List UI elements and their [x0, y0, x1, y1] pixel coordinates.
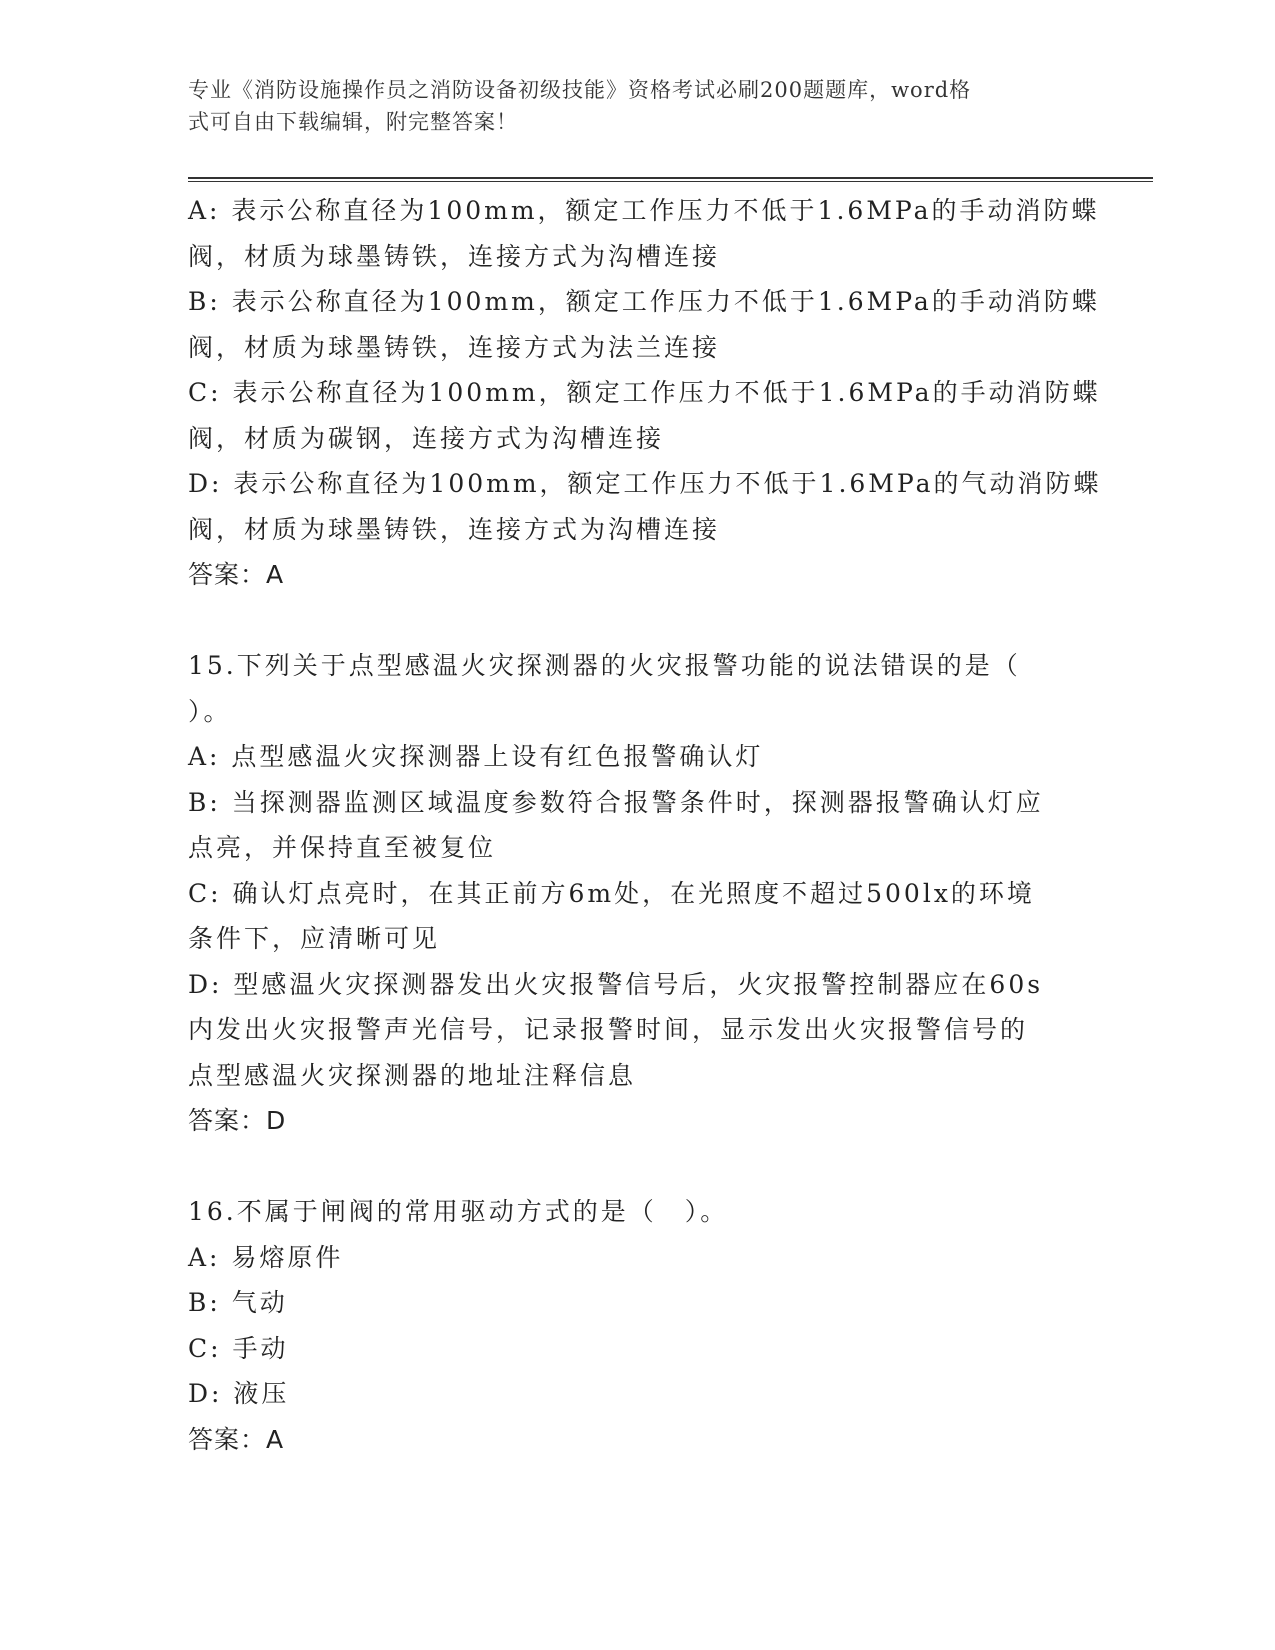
- q16-option-b: B: 气动: [188, 1288, 288, 1317]
- question-14-options: [188, 188, 1102, 598]
- question-16: [188, 1189, 1088, 1462]
- header-line-2: 式可自由下载编辑，附完整答案！: [188, 110, 518, 134]
- q16-question: 16.不属于闸阀的常用驱动方式的是（ ）。: [188, 1197, 729, 1226]
- q14-answer: 答案：A: [188, 560, 285, 589]
- q16-answer: 答案：A: [188, 1424, 285, 1454]
- q15-option-d-line-2: 内发出火灾报警声光信号，记录报警时间，显示发出火灾报警信号的: [188, 1015, 1029, 1044]
- header-divider: [188, 177, 1153, 182]
- question-content: [188, 188, 1102, 1462]
- header-line-1: 专业《消防设施操作员之消防设备初级技能》资格考试必刷200题题库，word格: [188, 78, 972, 102]
- q14-option-c-line-2: 阀，材质为碳钢，连接方式为沟槽连接: [188, 423, 665, 453]
- q15-answer: 答案：D: [188, 1106, 287, 1135]
- q14-option-a-line-1: A: 表示公称直径为100mm，额定工作压力不低于1.6MPa的手动消防蝶: [188, 196, 1100, 225]
- q16-option-d: D: 液压: [188, 1379, 290, 1408]
- q16-option-c: C: 手动: [188, 1333, 289, 1363]
- q14-option-a-line-2: 阀，材质为球墨铸铁，连接方式为沟槽连接: [188, 241, 721, 271]
- q15-option-d-line-1: D: 型感温火灾探测器发出火灾报警信号后，火灾报警控制器应在60s: [188, 969, 1044, 999]
- q14-option-b-line-2: 阀，材质为球墨铸铁，连接方式为法兰连接: [188, 332, 721, 362]
- q15-option-a: A: 点型感温火灾探测器上设有红色报警确认灯: [188, 742, 764, 771]
- q14-option-c-line-1: C: 表示公称直径为100mm，额定工作压力不低于1.6MPa的手动消防蝶: [188, 378, 1101, 407]
- q14-option-b-line-1: B: 表示公称直径为100mm，额定工作压力不低于1.6MPa的手动消防蝶: [188, 287, 1100, 316]
- q15-question-line-1: 15.下列关于点型感温火灾探测器的火灾报警功能的说法错误的是（: [188, 651, 1021, 680]
- q15-option-b-line-1: B: 当探测器监测区域温度参数符合报警条件时，探测器报警确认灯应: [188, 787, 1044, 817]
- q14-option-d-line-1: D: 表示公称直径为100mm，额定工作压力不低于1.6MPa的气动消防蝶: [188, 469, 1102, 498]
- question-spacer: [188, 1144, 1088, 1190]
- q14-option-d-line-2: 阀，材质为球墨铸铁，连接方式为沟槽连接: [188, 514, 721, 544]
- q15-option-b-line-2: 点亮，并保持直至被复位: [188, 833, 497, 862]
- q16-option-a: A: 易熔原件: [188, 1242, 344, 1272]
- q15-option-c-line-2: 条件下，应清晰可见: [188, 924, 441, 953]
- question-15: [188, 643, 1088, 1144]
- q15-question-line-2: ）。: [188, 696, 232, 726]
- q15-option-d-line-3: 点型感温火灾探测器的地址注释信息: [188, 1060, 637, 1090]
- document-header: [188, 74, 1068, 138]
- question-spacer: [188, 598, 1088, 644]
- q15-option-c-line-1: C: 确认灯点亮时，在其正前方6m处，在光照度不超过500lx的环境: [188, 878, 1035, 908]
